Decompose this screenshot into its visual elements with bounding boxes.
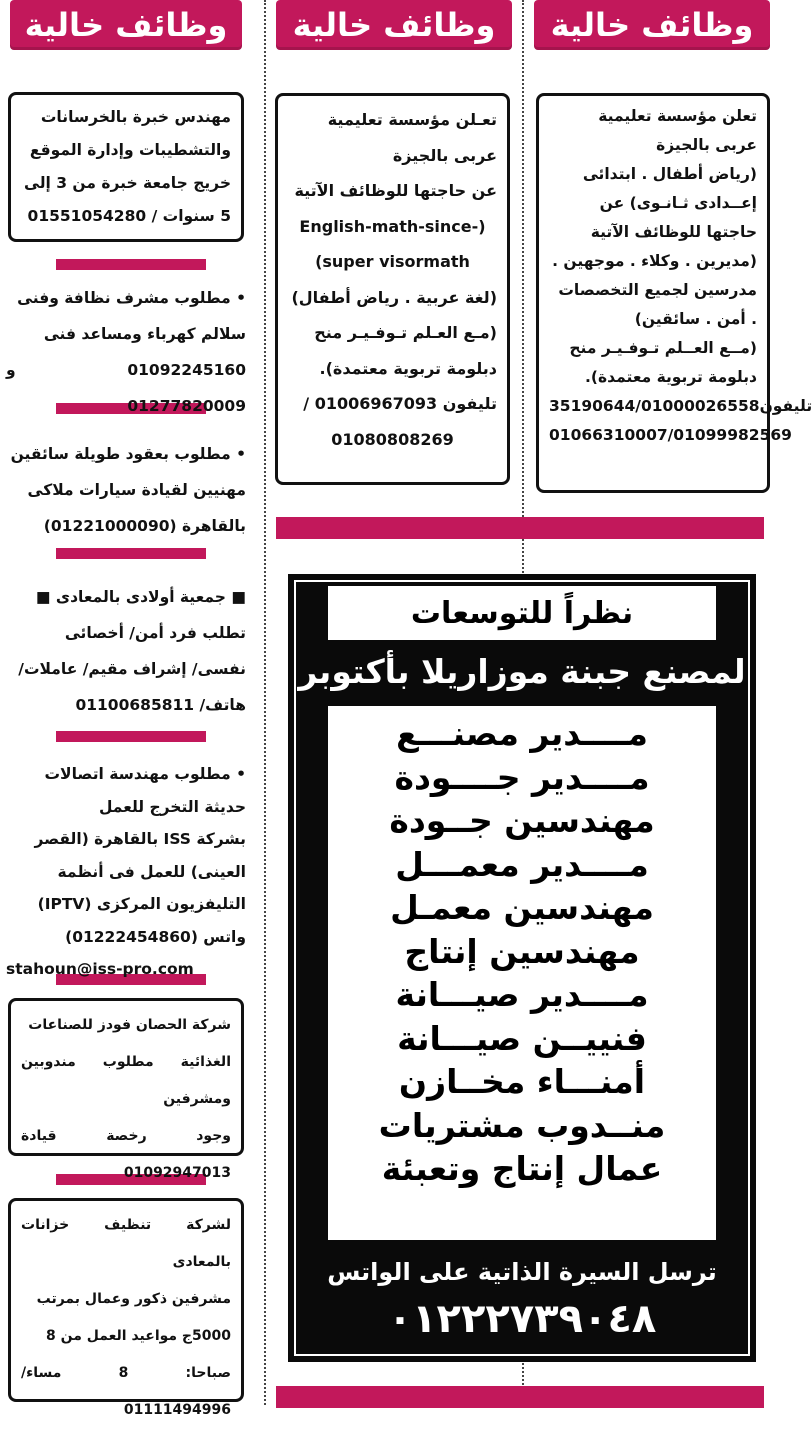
classified-line: شركة الحصان فودز للصناعات xyxy=(28,1017,231,1033)
classified-item xyxy=(6,579,246,723)
classified-line: ■ جمعية أولادى بالمعادى ■ xyxy=(35,588,246,606)
ad-job-item: منــدوب مشتريات xyxy=(378,1105,666,1145)
ad-footer: ترسل السيرة الذاتية على الواتس xyxy=(327,1258,717,1286)
classified-line: حديثة التخرج للعمل xyxy=(98,797,246,816)
ad-line: (مـع العـلم تـوفـيـر منح xyxy=(314,323,497,342)
ad-line: حاجتها للوظائف الآتية xyxy=(590,223,757,241)
classified-line: تطلب فرد أمن/ أخصائى xyxy=(64,624,246,642)
ad-line: 01066310007/01099982569 xyxy=(549,426,792,444)
divider-bar xyxy=(56,731,206,742)
classified-line: خريج جامعة خبرة من 3 إلى xyxy=(24,174,231,192)
classified-line: نفسى/ إشراف مقيم/ عاملات/ xyxy=(18,660,246,678)
classified-line: سلالم كهرباء ومساعد فنى xyxy=(43,325,246,343)
classified-item xyxy=(6,436,246,544)
classified-line: 5 سنوات / 01551054280 xyxy=(27,207,231,225)
classified-line: • مطلوب مهندسة اتصالات xyxy=(44,765,246,783)
ad-line: (رياض أطفال . ابتدائى xyxy=(582,165,757,183)
classified-line: 5000ج مواعيد العمل من 8 xyxy=(45,1328,231,1344)
ad-line: إعــدادى ثـانـوى) عن xyxy=(599,194,757,212)
classified-box xyxy=(8,1198,244,1418)
ad-job-list xyxy=(328,706,716,1191)
ad-line: عربى بالجيزة xyxy=(656,136,757,154)
classified-line: التليفزيون المركزى (IPTV) xyxy=(37,895,246,913)
classified-line: stahoun@iss-pro.com xyxy=(6,960,194,978)
classified-line: بالقاهرة (01221000090) xyxy=(43,517,246,535)
ad-line: تليفون35190644/01000026558 xyxy=(549,397,812,415)
ad-job-item: مهندسين جــودة xyxy=(389,801,655,840)
classified-line: والتشطيبات وإدارة الموقع xyxy=(29,141,231,159)
ad-job-list-panel xyxy=(328,706,716,1240)
ad-phone: ٠١٢٢٢٧٣٩٠٤٨ xyxy=(387,1296,657,1342)
classified-line: واتس (01222454860) xyxy=(65,927,246,946)
ad-line: (لغة عربية . رياض أطفال) xyxy=(291,287,497,307)
ad-job-item: مــــدير صيـــانة xyxy=(395,975,649,1014)
ad-line: تعلن مؤسسة تعليمية xyxy=(598,107,757,125)
ad-line: مدرسين لجميع التخصصات xyxy=(558,281,757,299)
ad-job-item: مهندسين إنتاج xyxy=(404,931,640,971)
classified-line: صباحا: 8 مساء/ 01111494996 xyxy=(21,1365,231,1418)
classified-line: هاتف/ 01100685811 xyxy=(75,696,246,714)
classified-line: لشركة تنظيف خزانات بالمعادى xyxy=(21,1217,231,1270)
classified-line: 01092245160 و 01277820009 xyxy=(6,361,246,415)
ad-line: تعـلن مؤسسة تعليمية xyxy=(327,110,497,129)
classified-line: العينى) للعمل فى أنظمة xyxy=(57,862,246,881)
ad-job-item: عمال إنتاج وتعبئة xyxy=(381,1149,663,1188)
ad-line: 01080808269 xyxy=(331,429,454,449)
ad-job-item: فنييــن صيـــانة xyxy=(397,1018,647,1058)
ad-job-item: مــــدير جــــودة xyxy=(394,757,650,797)
classified-line: بشركة ISS بالقاهرة (القصر xyxy=(34,830,246,848)
divider-bar xyxy=(56,548,206,559)
classified-item xyxy=(6,280,246,424)
classified-line: وجود رخصة قيادة 01092947013 xyxy=(21,1128,231,1181)
factory-job-ad xyxy=(288,574,756,1362)
ad-subtitle: لمصنع جبنة موزاريلا بأكتوبر xyxy=(298,652,746,691)
classified-item xyxy=(6,758,246,986)
section-header-right: وظائف خالية xyxy=(534,0,770,50)
divider-bar xyxy=(276,517,764,539)
ad-job-item: مهندسين معمـل xyxy=(390,888,654,927)
column-separator xyxy=(264,0,266,1405)
divider-bar xyxy=(276,1386,764,1408)
ad-job-item: مــــدير معمـــل xyxy=(395,844,649,884)
ad-box-middle xyxy=(275,93,510,485)
classified-line: مهندس خبرة بالخرسانات xyxy=(40,108,231,126)
divider-bar xyxy=(56,259,206,270)
ad-line: دبلومة تربوية معتمدة). xyxy=(319,358,497,378)
classified-line: مهنيين لقيادة سيارات ملاكى xyxy=(27,481,246,499)
classified-line: الغذائية مطلوب مندوبين ومشرفين xyxy=(21,1054,231,1107)
ad-line: تليفون 01006967093 / xyxy=(303,394,497,413)
ad-box-right xyxy=(536,93,812,493)
ad-job-item: أمنـــاء مخــازن xyxy=(398,1062,646,1101)
ad-job-item: مــــدير مصنـــع xyxy=(396,714,648,753)
ad-line: عربى بالجيزة xyxy=(392,145,497,165)
section-header-left: وظائف خالية xyxy=(10,0,242,50)
section-header-middle: وظائف خالية xyxy=(276,0,512,50)
ad-title: نظراً للتوسعات xyxy=(328,586,716,640)
ad-line: عن حاجتها للوظائف الآتية xyxy=(294,181,497,200)
ad-line: English-math-since-) xyxy=(299,216,486,236)
ad-line: دبلومة تربوية معتمدة). xyxy=(585,368,757,386)
ad-line: (مــع العــلم تـوفـيـر منح xyxy=(569,339,757,357)
classified-line: • مطلوب مشرف نظافة وفنى xyxy=(17,289,246,307)
classified-box xyxy=(8,92,244,242)
classified-line: مشرفين ذكور وعمال بمرتب xyxy=(36,1291,231,1307)
classified-box xyxy=(8,998,244,1181)
ad-line: (مديرين . وكلاء . موجهين . xyxy=(552,252,757,270)
classified-line: • مطلوب بعقود طويلة سائقين xyxy=(10,445,246,463)
ad-line: (super visormath xyxy=(315,252,470,271)
ad-line: . أمن . سائقين) xyxy=(634,310,757,328)
